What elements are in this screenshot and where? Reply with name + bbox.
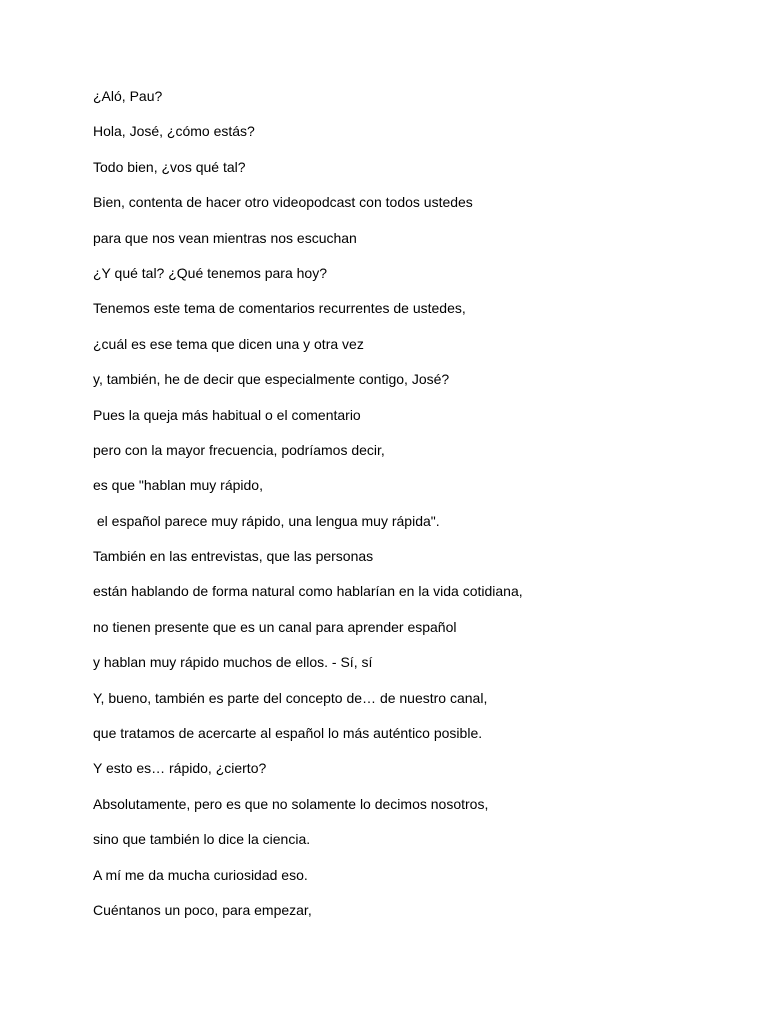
- transcript-line: También en las entrevistas, que las personas: [93, 548, 374, 565]
- transcript-line: el español parece muy rápido, una lengua muy rápida".: [93, 512, 440, 529]
- transcript-line: Y esto es… rápido, ¿cierto?: [93, 760, 267, 777]
- transcript-lines: [93, 86, 733, 935]
- transcript-line: Bien, contenta de hacer otro videopodcast con todos ustedes: [93, 194, 473, 211]
- transcript-line: sino que también lo dice la ciencia.: [93, 831, 311, 848]
- transcript-line: ¿Aló, Pau?: [93, 88, 163, 104]
- transcript-line: pero con la mayor frecuencia, podríamos decir,: [93, 441, 385, 458]
- transcript-line: Y, bueno, también es parte del concepto de… de nuestro canal,: [93, 689, 488, 706]
- transcript-line: Hola, José, ¿cómo estás?: [93, 123, 255, 140]
- transcript-line: es que "hablan muy rápido,: [93, 477, 263, 494]
- transcript-line: Cuéntanos un poco, para empezar,: [93, 901, 312, 918]
- transcript-line: Absolutamente, pero es que no solamente lo decimos nosotros,: [93, 795, 489, 812]
- transcript-line: para que nos vean mientras nos escuchan: [93, 229, 357, 246]
- transcript-line: y, también, he de decir que especialmente contigo, José?: [93, 371, 450, 388]
- transcript-line: ¿cuál es ese tema que dicen una y otra vez: [93, 335, 364, 352]
- transcript-line: ¿Y qué tal? ¿Qué tenemos para hoy?: [93, 264, 327, 281]
- transcript-line: A mí me da mucha curiosidad eso.: [93, 866, 308, 883]
- transcript-line: Todo bien, ¿vos qué tal?: [93, 158, 246, 175]
- transcript-line: y hablan muy rápido muchos de ellos. - Sí, sí: [93, 654, 373, 671]
- transcript-line: no tienen presente que es un canal para aprender español: [93, 618, 457, 635]
- transcript-line: Tenemos este tema de comentarios recurrentes de ustedes,: [93, 300, 466, 317]
- transcript-line: que tratamos de acercarte al español lo más auténtico posible.: [93, 725, 483, 742]
- transcript-line: Pues la queja más habitual o el comentario: [93, 406, 361, 423]
- transcript-line: están hablando de forma natural como hablarían en la vida cotidiana,: [93, 583, 523, 600]
